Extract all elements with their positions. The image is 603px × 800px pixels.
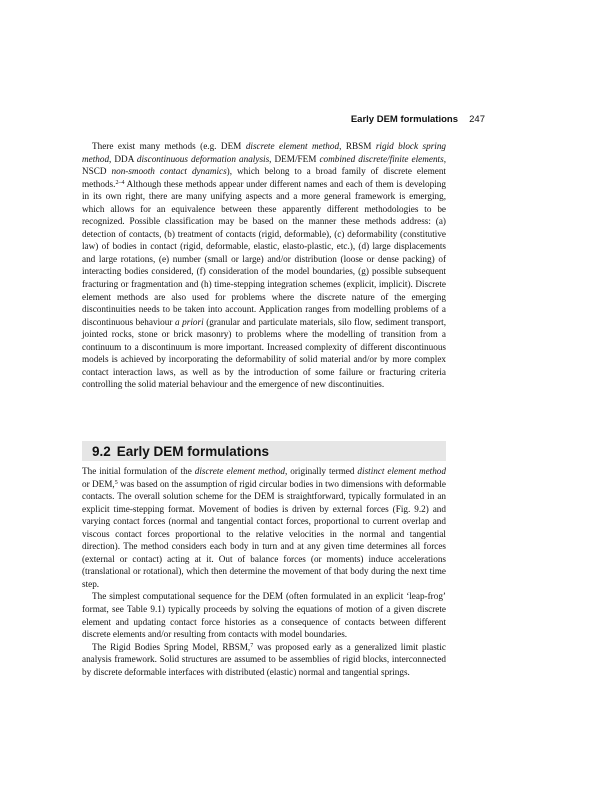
intro-paragraph: There exist many methods (e.g. DEM discrete element method, RBSM rigid block spring method, DDA discontinuous deformation analysis, DEM/FEM combined discrete/finite elements, NSCD non-smooth contact dynamics), which belong to a broad family of discrete element methods.$^{2-4}$ Although these methods appear under different names and each of them is developing in its own right, there are many unifying aspects and a more general framework is emerging, which allows for an equivalence between these apparently different methodologies to be recognized. Possible classification may be based on the manner these methods address: (a) detection of contacts, (b) treatment of contacts (rigid, deformable), (c) deformability (constitutive law) of bodies in contact (rigid, deformable, elastic, elasto-plastic, etc.), (d) large displacements and large rotations, (e) number (small or large) and/or distribution (loose or dense packing) of interacting bodies considered, (f) consideration of the model boundaries, (g) possible subsequent fracturing or fragmentation and (h) time-stepping integration schemes (explicit, implicit). Discrete element methods are also used for problems where the discrete nature of the emerging discontinuities needs to be taken into account. Application ranges from modelling problems of a discontinuous behaviour a priori (granular and particulate materials, silo flow, sediment transport, jointed rocks, stone or brick masonry) to problems where the modelling of transition from a continuum to a discontinuum is more important. Increased complexity of different discontinuous models is achieved by incorporating the deformability of solid material and/or by more complex contact interaction laws, as well as by the introduction of some failure or fracturing criteria controlling the solid material behaviour and the emergence of new discontinuities. (82, 141, 447, 390)
intro-section (82, 140, 446, 391)
running-head (86, 114, 485, 128)
section-number: 9.2 (92, 444, 111, 459)
section-heading (82, 441, 446, 461)
citation-ref: 7 (250, 642, 254, 649)
paragraph-computational-sequence: The simplest computational sequence for the DEM (often formulated in an explicit ‘leap-frog’ format, see Table 9.1) typically proceeds by solving the equations of motion of a given discrete element and updating contact force histories as a consequence of contacts between different discrete elements and/or resulting from contacts with model boundaries. (82, 591, 446, 640)
running-head-title: Early DEM formulations (350, 114, 458, 125)
paragraph-rbsm: The Rigid Bodies Spring Model, RBSM,$^7$ was proposed early as a generalized limit plastic analysis framework. Solid structures are assumed to be assemblies of rigid blocks, interconnected by discrete deformable interfaces with distributed (elastic) normal and tangential springs. (82, 641, 446, 677)
citation-ref: 5 (114, 479, 118, 486)
section-body (82, 465, 446, 678)
paragraph-initial-formulation: The initial formulation of the discrete element method, originally termed distinct element method or DEM,$^5$ was based on the assumption of rigid circular bodies in two dimensions with deformable contacts. The overall solution scheme for the DEM is straightforward, typically formulated in an explicit time-stepping format. Movement of bodies is driven by external forces (Fig. 9.2) and varying contact forces (normal and tangential contact forces, proportional to current overlap and viscous contact forces proportional to the relative velocities in the normal and tangential direction). The method considers each body in turn and at any given time determines all forces (external or contact) acting at it. Out of balance forces (or moments) induce accelerations (translational or rotational), which then determine the movement of that body during the next time step. (82, 466, 446, 589)
section-title: Early DEM formulations (116, 444, 270, 459)
citation-ref: 2–4 (115, 179, 125, 186)
page-number: 247 (469, 114, 485, 125)
